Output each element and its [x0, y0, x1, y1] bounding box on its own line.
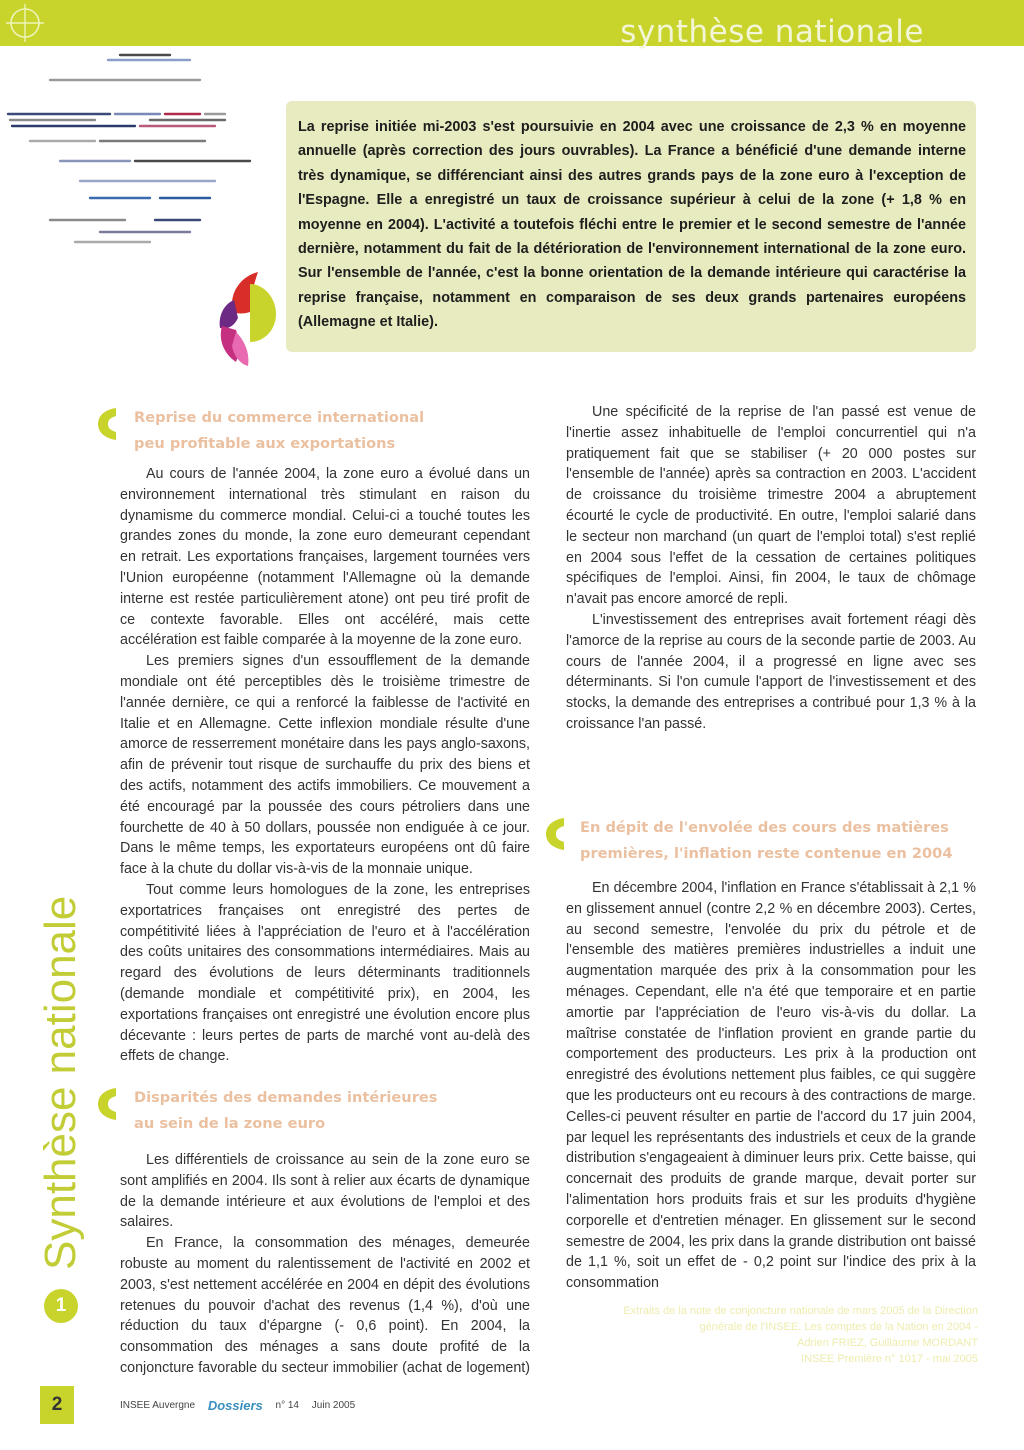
footer-brand-logo: Dossiers — [207, 1398, 263, 1413]
section-heading-line: au sein de la zone euro — [134, 1115, 326, 1132]
section-heading — [134, 1085, 437, 1137]
paragraph: En France, la consommation des ménages, demeurée robuste au moment du ralentissement de l'activité en 2002 et 2003, s'est nettement accélérée en 2004 en dépit des évolutions retenues du pouvoir d'achat des revenus (1,4 %), d'où une réduction du taux d'épargne (- 0,6 point). En 2004, la consommation des ménages a sans doute profité de la conjoncture favorable du secteur immobilier (achat de logement) — [120, 1235, 530, 1376]
header-title: synthèse nationale — [620, 14, 924, 50]
section-heading-line: En dépit de l'envolée des cours des matières — [580, 819, 949, 836]
footer — [120, 1398, 365, 1414]
section-heading-line: Reprise du commerce international — [134, 409, 425, 426]
logo-shapes-icon — [214, 268, 282, 368]
decorative-lines — [0, 46, 270, 266]
section-heading-line: premières, l'inflation reste contenue en 2004 — [580, 845, 953, 862]
section-body — [120, 1150, 530, 1378]
paragraph: Une spécificité de la reprise de l'an passé est venue de l'inertie assez inhabituelle de l'emploi concurrentiel qui n'a pratiquement fait que se stabiliser (+ 20 000 postes sur l'ensemble de l'année) après sa contraction en 2003. L'accident de croissance du troisième trimestre 2004 a abruptement écourté le cycle de productivité. En outre, l'emploi salarié dans le secteur non marchand (un quart de l'emploi total) s'est replié en 2004 sous l'effet de la cessation de certaines politiques spécifiques de l'emploi. Ainsi, fin 2004, le taux de chômage n'avait pas encore amorcé de repli. — [566, 404, 976, 608]
footer-issue: n° 14 — [275, 1400, 299, 1411]
footer-date: Juin 2005 — [311, 1400, 356, 1411]
paragraph: Les premiers signes d'un essoufflement de la demande mondiale ont été perceptibles dès le troisième trimestre de l'année dernière, ce qui a renforcé la faiblesse de l'activité en Italie et en Allemagne. Cette inflexion mondiale résulte d'une amorce de resserrement monétaire dans les pays anglo-saxons, afin de prévenir tout risque de surchauffe du prix des biens et des actifs, notamment des actifs immobiliers. Ce mouvement a été encouragé par la poussée des cours pétroliers dans une fourchette de 40 à 50 dollars, poussée non endiguée à ce jour. Dans le même temps, les exportateurs européens ont dû faire face à la chute du dollar vis-à-vis de la monnaie unique. — [120, 653, 530, 878]
paragraph: Les différentiels de croissance au sein de la zone euro se sont amplifiés en 2004. Ils sont à relier aux écarts de dynamique de la demande intérieure et aux évolutions de l'emploi et des salaires. — [120, 1152, 530, 1231]
page-number: 2 — [40, 1386, 74, 1424]
section-bracket-icon — [98, 1088, 118, 1120]
side-vertical-title: Synthèse nationale — [36, 895, 85, 1270]
intro-text: La reprise initiée mi-2003 s'est poursuivie en 2004 avec une croissance de 2,3 % en moyenne annuelle (après correction des jours ouvrables). La France a bénéficié d'une demande interne très dynamique, se différenciant ainsi des autres grands pays de la zone euro à l'exception de l'Espagne. Elle a enregistré un taux de croissance supérieur à celui de la zone (+ 1,8 % en moyenne en 2004). L'activité a toutefois fléchi entre le premier et le second semestre de l'année dernière, notamment du fait de la détérioration de l'environnement international de la zone euro. Sur l'ensemble de l'année, c'est la bonne orientation de la demande intérieure qui caractérise la reprise française, notamment en comparaison de ses deux grands partenaires européens (Allemagne et Italie). — [298, 119, 966, 331]
paragraph: L'investissement des entreprises avait fortement réagi dès l'amorce de la reprise au cours de la seconde partie de 2003. Au cours de l'année 2004, il a progressé en ligne avec ses déterminants. Si l'on cumule l'apport de l'investissement et des stocks, la demande des entreprises a contribué pour 1,3 % à la croissance l'an passé. — [566, 611, 976, 732]
credit-line: Adrien FRIEZ, Guillaume MORDANT — [797, 1337, 978, 1349]
crosshair-icon — [4, 2, 46, 44]
header-bar — [0, 0, 1024, 50]
section-heading — [134, 405, 424, 457]
credit-line: générale de l'INSEE. Les comptes de la Nation en 2004 - — [699, 1321, 978, 1333]
paragraph: Tout comme leurs homologues de la zone, les entreprises exportatrices françaises ont enregistré des pertes de compétitivité liées à l'appréciation de l'euro et à l'accélération des coûts unitaires des consommations intermédiaires. Mais au regard des évolutions de leurs déterminants traditionnels (demande mondiale et compétitivité prix), en 2004, les exportations françaises ont enregistré une évolution encore plus décevante : leurs pertes de parts de marché vont au-delà des effets de change. — [120, 881, 530, 1065]
section-bracket-icon — [546, 818, 566, 850]
section-heading — [580, 815, 952, 867]
paragraph: En décembre 2004, l'inflation en France s'établissait à 2,1 % en glissement annuel (contre 2,2 % en décembre 2003). Certes, au second semestre, l'envolée du prix du pétrole et de l'ensemble des matières premières industrielles a induit une augmentation marquée des prix à la consommation pour les ménages. Cependant, elle n'a été que temporaire et en partie amortie par l'appréciation de l'euro vis-à-vis du dollar. La maîtrise constatée de l'inflation provient en grande partie du comportement des producteurs. Les prix à la production ont enregistré des évolutions nettement plus faibles, ce qui suggère que les producteurs ont eu recours à des contractions de marge. Celles-ci peuvent résulter en partie de l'accord du 17 juin 2004, par lequel les représentants des industriels et ceux de la grande distribution s'engageaient à diminuer leurs prix. Cette baisse, qui concernait des produits de grande marque, devait porter sur l'alimentation hors produits frais et sur les produits d'hygiène corporelle et d'entretien ménager. En glissement sur le second semestre de 2004, les prix dans la grande distribution ont baissé de 1,1 %, soit un effet de - 0,2 point sur l'indice des prix à la consommation — [566, 880, 976, 1292]
chapter-badge: 1 — [44, 1289, 78, 1323]
section-heading-line: Disparités des demandes intérieures — [134, 1089, 438, 1106]
credit-line: INSEE Première n° 1017 - mai 2005 — [801, 1353, 978, 1365]
source-credit — [560, 1303, 978, 1367]
section-bracket-icon — [98, 408, 118, 440]
section-body-continued — [566, 402, 976, 735]
footer-publisher: INSEE Auvergne — [120, 1400, 196, 1411]
section-heading-line: peu profitable aux exportations — [134, 435, 396, 452]
intro-box — [286, 101, 976, 352]
section-body — [566, 878, 976, 1294]
credit-line: Extraits de la note de conjoncture nationale de mars 2005 de la Direction — [623, 1305, 978, 1317]
section-body — [120, 464, 530, 1067]
paragraph: Au cours de l'année 2004, la zone euro a évolué dans un environnement international très stimulant en raison du dynamisme du commerce mondial. Celui-ci a touché toutes les grandes zones du monde, la zone euro demeurant cependant en retrait. Les exportations françaises, largement tournées vers l'Union européenne (notamment l'Allemagne où la demande interne est restée particulièrement atone) ont peu tiré profit de ce contexte favorable. Elles ont accéléré, mais cette accélération est faible comparée à la moyenne de la zone euro. — [120, 466, 530, 649]
